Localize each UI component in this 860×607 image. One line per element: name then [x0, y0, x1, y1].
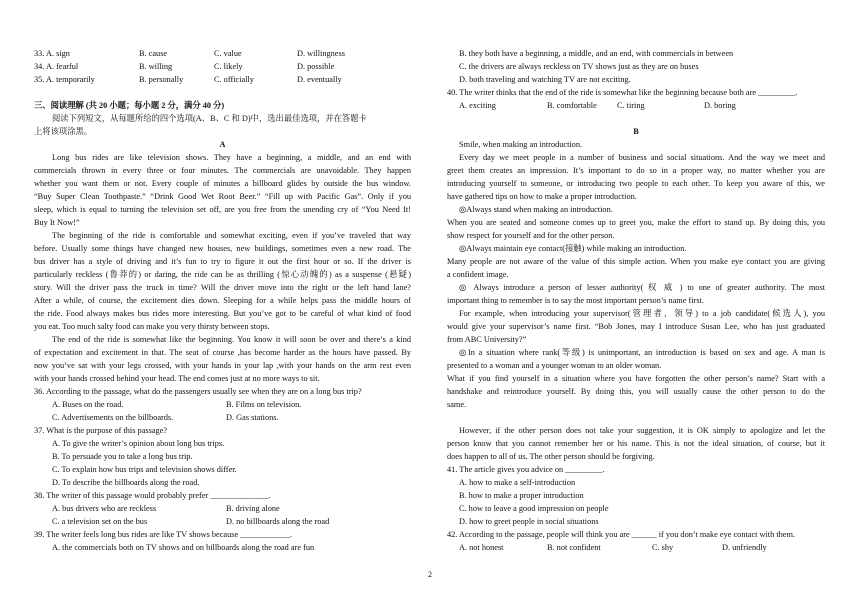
option: C. a television set on the bus — [52, 517, 148, 526]
paragraph-line: would give your supervisor’s name first. “Bob Jones, may I introduce Susan Lee, who has just graduated — [447, 322, 825, 331]
paragraph-line: Many people are not aware of the value of this simple action. When you make eye contact you are giving — [447, 257, 825, 266]
option: D. eventually — [297, 75, 342, 84]
paragraph-line: Buy It Now!” — [34, 218, 80, 227]
option: B. To persuade you to take a long bus trip. — [52, 452, 193, 461]
option: C. tiring — [617, 101, 645, 110]
option: A. bus drivers who are reckless — [52, 504, 157, 513]
option: B. willing — [139, 62, 173, 71]
option: B. personally — [139, 75, 184, 84]
option: D. how to greet people in social situations — [459, 517, 599, 526]
option: D. no billboards along the road — [226, 517, 330, 526]
option: D. possible — [297, 62, 335, 71]
paragraph-line: does happen to all of us. The other person should be forgiving. — [447, 452, 655, 461]
tip-line: ◎Always maintain eye contact(接触) while making an introduction. — [459, 244, 687, 253]
paragraph-line: a confident image. — [447, 270, 509, 279]
paragraph-line: the ride. Food always makes bus rides more interesting. But you’ve got to be careful of what kind of food — [34, 309, 411, 318]
option: D. Gas stations. — [226, 413, 279, 422]
option: C. likely — [214, 62, 243, 71]
option: B. not confident — [547, 543, 601, 552]
paragraph-line: person know that you cannot remember her or his name. This is not the ideal situation, of course, but it — [447, 439, 825, 448]
paragraph-line: What if you find yourself in a situation where you have forgotten the other person’s name? Start with a — [447, 374, 825, 383]
question-42-options — [447, 542, 825, 553]
option: A. not honest — [459, 543, 504, 552]
option: C. the drivers are always reckless on TV shows just as they are on buses — [459, 62, 699, 71]
tip-line: ◎Always stand when making an introduction. — [459, 205, 613, 214]
option: A. how to make a self-introduction — [459, 478, 576, 487]
option: B. how to make a proper introduction — [459, 491, 584, 500]
question-39: 39. The writer feels long bus rides are like TV shows because ____________. — [34, 530, 293, 539]
paragraph-line: sleep, which is equal to turning the television set off, are you free from the unending cry of “You Need It! — [34, 205, 411, 214]
option: A. the commercials both on TV shows and on billboards along the road are fun — [52, 543, 315, 552]
page-number: 2 — [428, 570, 432, 579]
paragraph-line: bus driver has a style of driving and it’s fun to try to figure it out the first hour or so. If the driver is — [34, 257, 411, 266]
paragraph-line: After a while, of course, the excitement dies down. Sleeping for a while helps pass the middle hours of — [34, 296, 411, 305]
paragraph-line: with your hands crossed behind your head. The end comes just at no more ways to sit. — [34, 374, 320, 383]
option: D. unfriendly — [722, 543, 767, 552]
paragraph-line: from ABC University?” — [447, 335, 527, 344]
paragraph-line: particularly reckless (鲁莽的) or daring, the ride can be as thrilling (惊心动魄的) as a suspense (悬疑) — [34, 270, 411, 279]
option: B. cause — [139, 49, 168, 58]
paragraph-line: presented to a woman and a younger woman to an older woman. — [447, 361, 662, 370]
paragraph-line: now you’ve sat with your legs crossed, with your hands in your lap ,with your hands on the arm rest even — [34, 361, 411, 370]
paragraph-line: Long bus rides are like television shows. They have a beginning, a middle, and an end with — [52, 153, 411, 162]
option: C. how to leave a good impression on people — [459, 504, 609, 513]
paragraph-line: introducing yourself to someone, or introducing two people to each other. To keep you aware of this, we — [447, 179, 825, 188]
question-34-options — [34, 61, 411, 72]
option: C. Advertisements on the billboards. — [52, 413, 174, 422]
question-38: 38. The writer of this passage would probably prefer ______________. — [34, 491, 271, 500]
question-42: 42. According to the passage, people will think you are ______ if you don’t make eye contact with them. — [447, 530, 796, 539]
question-37: 37. What is the purpose of this passage? — [34, 426, 168, 435]
paragraph-line: greet them creates an impression. It’s important to do so in a proper way, no matter whether you are — [447, 166, 825, 175]
paragraph-line: same. — [447, 400, 467, 409]
option: A. Buses on the road. — [52, 400, 124, 409]
option: A. To give the writer’s opinion about long bus trips. — [52, 439, 225, 448]
option: B. driving alone — [226, 504, 280, 513]
question-36-options — [34, 412, 411, 423]
paragraph-line: ◎ Always introduce a person of lesser authority( 权 威 ) to one of greater authority. The most — [459, 283, 825, 292]
paragraph-line: important thing to remember is to say the most important person’s name first. — [447, 296, 704, 305]
paragraph-line: story. Will the driver pass the truck in time? Will the driver move into the right or the left hand lane? — [34, 283, 411, 292]
option: D. boring — [704, 101, 736, 110]
paragraph-line: before. Usually some things have changed new houses, new buildings, sometimes even a new road. The — [34, 244, 411, 253]
passage-b-title: Smile, when making an introduction. — [459, 140, 583, 149]
option: D. To describe the billboards along the road. — [52, 478, 200, 487]
passage-b-label: B — [633, 127, 639, 136]
passage-a-label: A — [219, 140, 226, 149]
option: C. To explain how bus trips and television shows differ. — [52, 465, 237, 474]
question-40: 40. The writer thinks that the end of the ride is somewhat like the beginning because both are _________. — [447, 88, 798, 97]
option: 33. A. sign — [34, 49, 70, 58]
option: B. comfortable — [547, 101, 597, 110]
paragraph-line: When you are seated and someone comes up to greet you, make the effort to stand up. By doing this, you — [447, 218, 825, 227]
paragraph-line: commercials thrown in every three or four minutes. The commercials are unavoidable. They happen — [34, 166, 411, 175]
option: C. shy — [652, 543, 674, 552]
option: C. officially — [214, 75, 254, 84]
paragraph-line: However, if the other person does not take your suggestion, it is OK simply to apologize and let the — [459, 426, 825, 435]
paragraph-line: whether you want them or not. Every couple of minutes a billboard glides by outside the bus window. — [34, 179, 411, 188]
option: B. they both have a beginning, a middle, and an end, with commercials in between — [459, 49, 734, 58]
option: B. Films on television. — [226, 400, 302, 409]
paragraph-line: For example, when introducing your supervisor(管理者，领导) to a job candidate(候选人), you — [459, 309, 825, 318]
question-38-options — [34, 516, 411, 527]
option: D. both traveling and watching TV are not exciting. — [459, 75, 631, 84]
paragraph-line: of expectation and excitement in that. The seat of course ,has become harder as the hours have passed. By — [34, 348, 411, 357]
paragraph-line: The end of the ride is somewhat like the beginning. You know it will soon be over and there’s a kind — [52, 335, 411, 344]
paragraph-line: ◎In a situation where rank(等级) is unimportant, an introduction is based on sex and age. A man is — [459, 348, 825, 357]
question-41: 41. The article gives you advice on _________. — [447, 465, 605, 474]
section-title: 三、阅读理解 (共 20 小题；每小题 2 分，满分 40 分) — [34, 101, 225, 110]
option: 34. A. fearful — [34, 62, 79, 71]
question-36-options — [34, 399, 411, 410]
question-33-options — [34, 48, 411, 59]
question-35-options — [34, 74, 411, 85]
paragraph-line: handshake and reintroduce yourself. By doing this, you will usually cause the other person to do the — [447, 387, 825, 396]
instructions-line: 上将该项涂黑。 — [34, 127, 93, 136]
paragraph-line: show respect for yourself and for the other person. — [447, 231, 615, 240]
option: D. willingness — [297, 49, 345, 58]
question-38-options — [34, 503, 411, 514]
instructions-line: 阅读下列短文，从每题所给的四个选项(A、B、C 和 D)中，选出最佳选项，并在答题卡 — [52, 114, 367, 123]
option: A. exciting — [459, 101, 496, 110]
paragraph-line: have gathered tips on how to make a proper introduction. — [447, 192, 637, 201]
paragraph-line: The beginning of the ride is comfortable and somewhat exciting, even if you’ve traveled that way — [52, 231, 411, 240]
paragraph-line: Every day we meet people in a number of business and social situations. And the way we meet and — [459, 153, 825, 162]
paragraph-line: “Buy Super Clean Toothpaste.” “Drink Good Wet Root Beer.” “Fill up with Pacific Gas”. Only if you — [34, 192, 411, 201]
paragraph-line: you eat. Too much salty food can make you very thirsty between stops. — [34, 322, 270, 331]
option: C. value — [214, 49, 242, 58]
option: 35. A. temporarily — [34, 75, 95, 84]
question-36: 36. According to the passage, what do the passengers usually see when they are on a long bus trip? — [34, 387, 362, 396]
question-40-options — [447, 100, 825, 111]
